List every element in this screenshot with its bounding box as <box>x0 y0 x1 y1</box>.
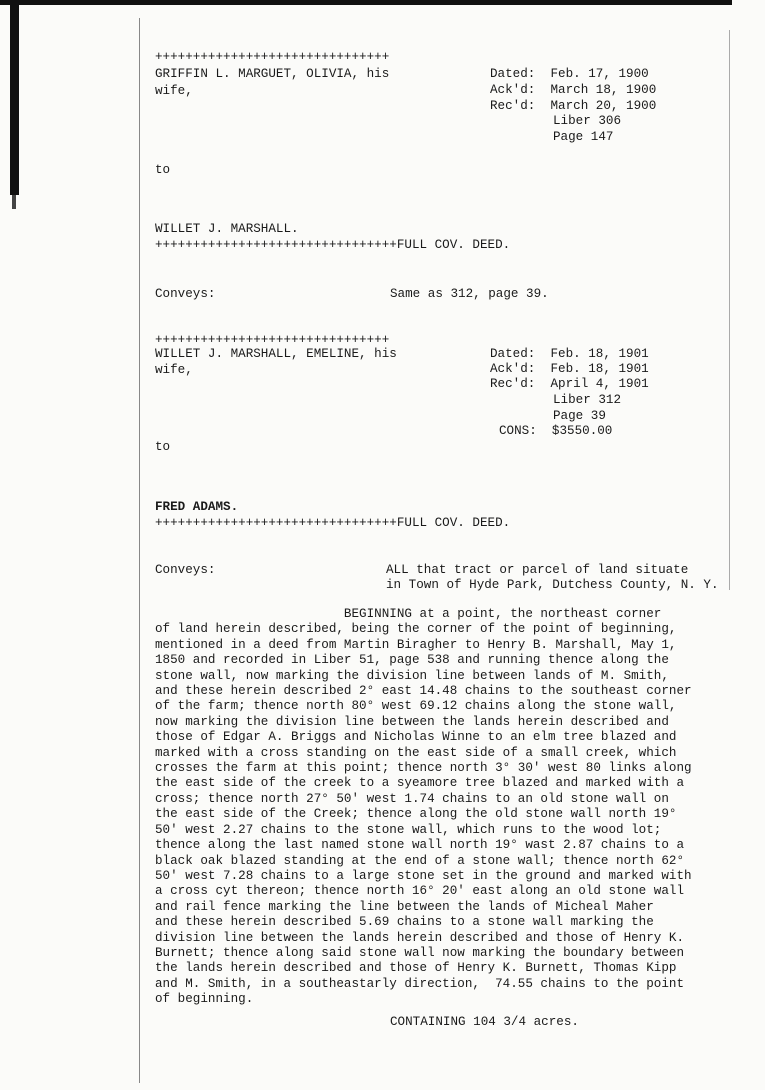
deed2-ackd: Ack'd: Feb. 18, 1901 <box>490 362 649 376</box>
description-line: and M. Smith, in a southeastarly direction, 74.55 chains to the point <box>155 976 685 991</box>
deed1-conveys-text: Same as 312, page 39. <box>390 287 549 301</box>
deed1-recd: Rec'd: March 20, 1900 <box>490 99 657 113</box>
deed2-deed-type: ++++++++++++++++++++++++++++++++FULL COV. DEED. <box>155 516 511 530</box>
description-line: now marking the division line between the lands herein described and <box>155 714 669 729</box>
deed2-liber: Liber 312 <box>553 393 622 407</box>
deed1-page: Page 147 <box>553 130 614 144</box>
deed2-cons: CONS: $3550.00 <box>499 424 613 438</box>
description-line: cross; thence north 27° 50' west 1.74 chains to an old stone wall on <box>155 791 669 806</box>
deed2-to: to <box>155 440 171 454</box>
description-line: the lands herein described and those of Henry K. Burnett, Thomas Kipp <box>155 961 677 976</box>
description-line: thence along the last named stone wall north 19° wast 2.87 chains to a <box>155 838 685 853</box>
description-line: crosses the farm at this point; thence north 3° 30' west 80 links along <box>155 761 692 776</box>
description-line: 50' west 7.28 chains to a large stone set in the ground and marked with <box>155 868 692 883</box>
deed1-dated: Dated: Feb. 17, 1900 <box>490 67 649 81</box>
binding-edge-tip <box>12 195 16 209</box>
description-line: of land herein described, being the corner of the point of beginning, <box>155 622 677 637</box>
deed2-conveys-line2: in Town of Hyde Park, Dutchess County, N. Y. <box>386 578 719 592</box>
deed2-grantee: FRED ADAMS. <box>155 500 239 514</box>
description-line: mentioned in a deed from Martin Biragher to Henry B. Marshall, May 1, <box>155 637 677 652</box>
description-line: a cross cyt thereon; thence north 16° 20' east along an old stone wall <box>155 884 685 899</box>
deed2-separator: +++++++++++++++++++++++++++++++ <box>155 333 390 347</box>
deed1-grantor-line2: wife, <box>155 84 193 98</box>
deed2-recd: Rec'd: April 4, 1901 <box>490 377 649 391</box>
description-line: the east side of the Creek; thence along the old stone wall north 19° <box>155 807 677 822</box>
deed1-ackd: Ack'd: March 18, 1900 <box>490 83 657 97</box>
description-line: the east side of the creek to a syeamore tree blazed and marked with a <box>155 776 685 791</box>
description-line: black oak blazed standing at the end of a stone wall; thence north 62° <box>155 853 685 868</box>
description-line: 50' west 2.27 chains to the stone wall, which runs to the wood lot; <box>155 822 662 837</box>
deed1-deed-type: ++++++++++++++++++++++++++++++++FULL COV. DEED. <box>155 238 511 252</box>
description-line: and these herein described 2° east 14.48 chains to the southeast corner <box>155 684 692 699</box>
deed1-grantor-line1: GRIFFIN L. MARGUET, OLIVIA, his <box>155 67 390 81</box>
deed2-conveys-label: Conveys: <box>155 563 216 577</box>
description-line: and these herein described 5.69 chains to a stone wall marking the <box>155 915 654 930</box>
description-line: Burnett; thence along said stone wall now marking the boundary between <box>155 945 685 960</box>
binding-edge <box>10 0 19 195</box>
deed2-conveys-line1: ALL that tract or parcel of land situate <box>386 563 689 577</box>
top-border <box>0 0 732 5</box>
description-line: division line between the lands herein described and those of Henry K. <box>155 930 685 945</box>
deed2-property-description <box>155 607 727 1008</box>
description-line: 1850 and recorded in Liber 51, page 538 and running thence along the <box>155 653 669 668</box>
deed1-to: to <box>155 163 171 177</box>
deed2-dated: Dated: Feb. 18, 1901 <box>490 347 649 361</box>
deed1-liber: Liber 306 <box>553 114 622 128</box>
description-line: marked with a cross standing on the east side of a small creek, which <box>155 745 677 760</box>
description-line: and rail fence marking the line between the lands of Micheal Maher <box>155 899 654 914</box>
deed2-page: Page 39 <box>553 409 606 423</box>
deed2-grantor-line1: WILLET J. MARSHALL, EMELINE, his <box>155 347 397 361</box>
right-margin-rule <box>729 30 730 590</box>
deed2-containing: CONTAINING 104 3/4 acres. <box>390 1015 579 1029</box>
deed2-grantor-line2: wife, <box>155 363 193 377</box>
description-line: stone wall, now marking the division line between lands of M. Smith, <box>155 668 669 683</box>
description-line: of beginning. <box>155 992 254 1007</box>
description-line: those of Edgar A. Briggs and Nicholas Winne to an elm tree blazed and <box>155 730 677 745</box>
left-margin-rule <box>139 18 140 1083</box>
deed1-grantee: WILLET J. MARSHALL. <box>155 222 299 236</box>
deed1-conveys-label: Conveys: <box>155 287 216 301</box>
description-line: of the farm; thence north 80° west 69.12 chains along the stone wall, <box>155 699 677 714</box>
deed1-separator: +++++++++++++++++++++++++++++++ <box>155 50 390 64</box>
description-line: BEGINNING at a point, the northeast corner <box>155 607 662 621</box>
